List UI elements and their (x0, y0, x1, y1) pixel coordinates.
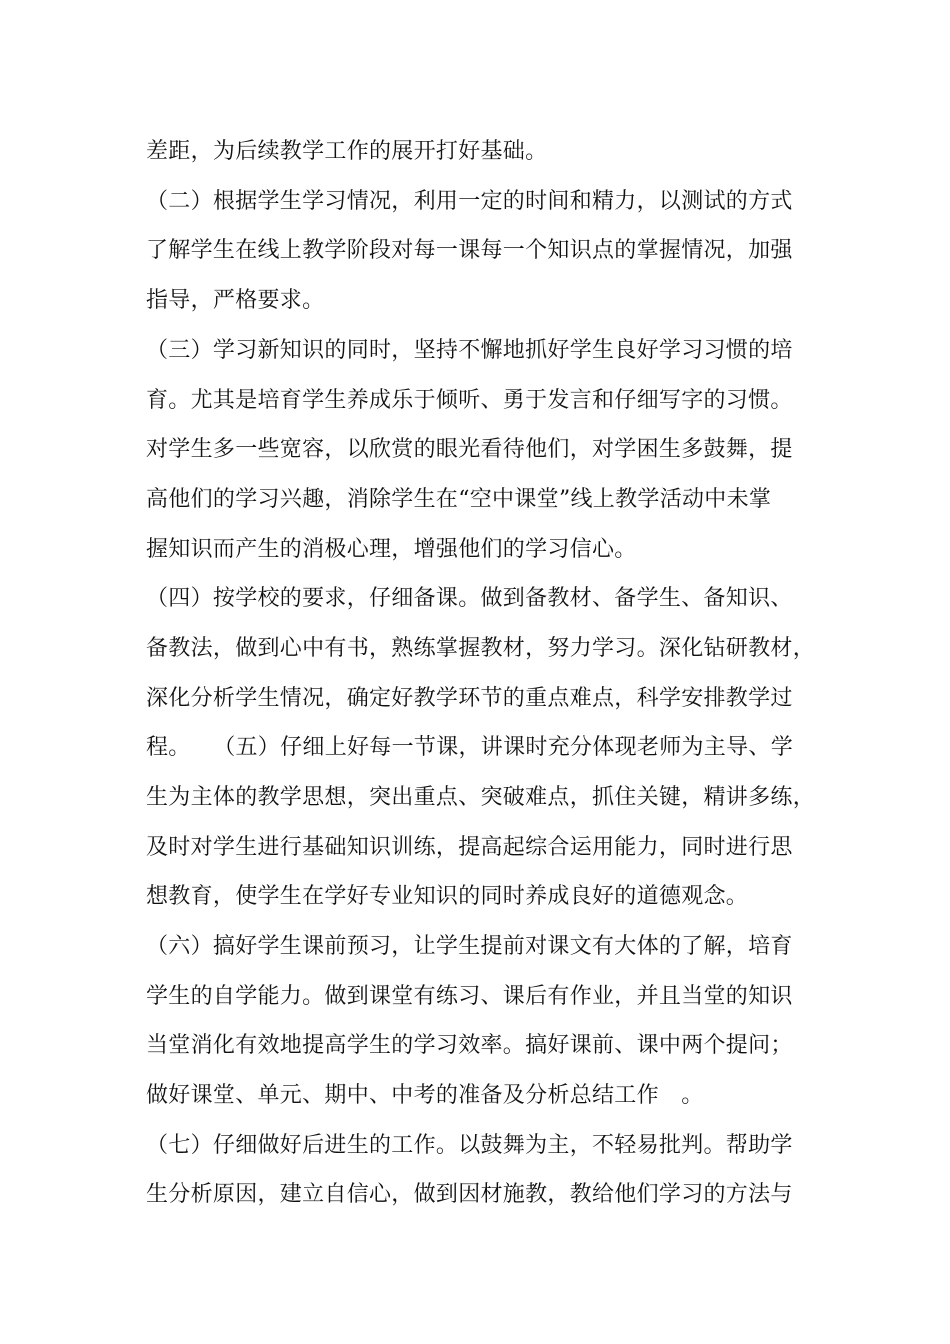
text-line: 育。尤其是培育学生养成乐于倾听、勇于发言和仔细写字的习惯。 (146, 388, 793, 413)
text-line: （二）根据学生学习情况，利用一定的时间和精力，以测试的方式 (146, 189, 793, 214)
text-line: 差距，为后续教学工作的展开打好基础。 (146, 139, 548, 164)
text-line: 做好课堂、单元、期中、中考的准备及分析总结工作 。 (146, 1083, 704, 1108)
text-line: 生为主体的教学思想，突出重点、突破难点，抓住关键，精讲多练， (146, 785, 816, 810)
text-line: 备教法，做到心中有书，熟练掌握教材，努力学习。深化钻研教材， (146, 636, 816, 661)
text-line: 程。 （五）仔细上好每一节课，讲课时充分体现老师为主导、学 (146, 735, 794, 760)
text-line: 对学生多一些宽容，以欣赏的眼光看待他们，对学困生多鼓舞，提 (146, 437, 793, 462)
text-line: 深化分析学生情况，确定好教学环节的重点难点，科学安排教学过 (146, 686, 793, 711)
text-line: 握知识而产生的消极心理，增强他们的学习信心。 (146, 537, 637, 562)
text-line: （六）搞好学生课前预习，让学生提前对课文有大体的了解，培育 (146, 934, 793, 959)
text-line: （七）仔细做好后进生的工作。以鼓舞为主，不轻易批判。帮助学 (146, 1133, 793, 1158)
text-line: 及时对学生进行基础知识训练，提高起综合运用能力，同时进行思 (146, 835, 793, 860)
text-line: 当堂消化有效地提高学生的学习效率。搞好课前、课中两个提问； (146, 1033, 793, 1058)
text-line: 生分析原因，建立自信心，做到因材施教，教给他们学习的方法与 (146, 1182, 793, 1207)
text-line: 了解学生在线上教学阶段对每一课每一个知识点的掌握情况，加强 (146, 238, 793, 263)
text-line: 学生的自学能力。做到课堂有练习、课后有作业，并且当堂的知识 (146, 984, 793, 1009)
text-line: 高他们的学习兴趣，消除学生在“空中课堂”线上教学活动中未掌 (146, 487, 772, 512)
text-line: （三）学习新知识的同时，坚持不懈地抓好学生良好学习习惯的培 (146, 338, 793, 363)
text-line: （四）按学校的要求，仔细备课。做到备教材、备学生、备知识、 (146, 586, 793, 611)
text-line: 指导，严格要求。 (146, 288, 325, 313)
text-line: 想教育，使学生在学好专业知识的同时养成良好的道德观念。 (146, 884, 749, 909)
